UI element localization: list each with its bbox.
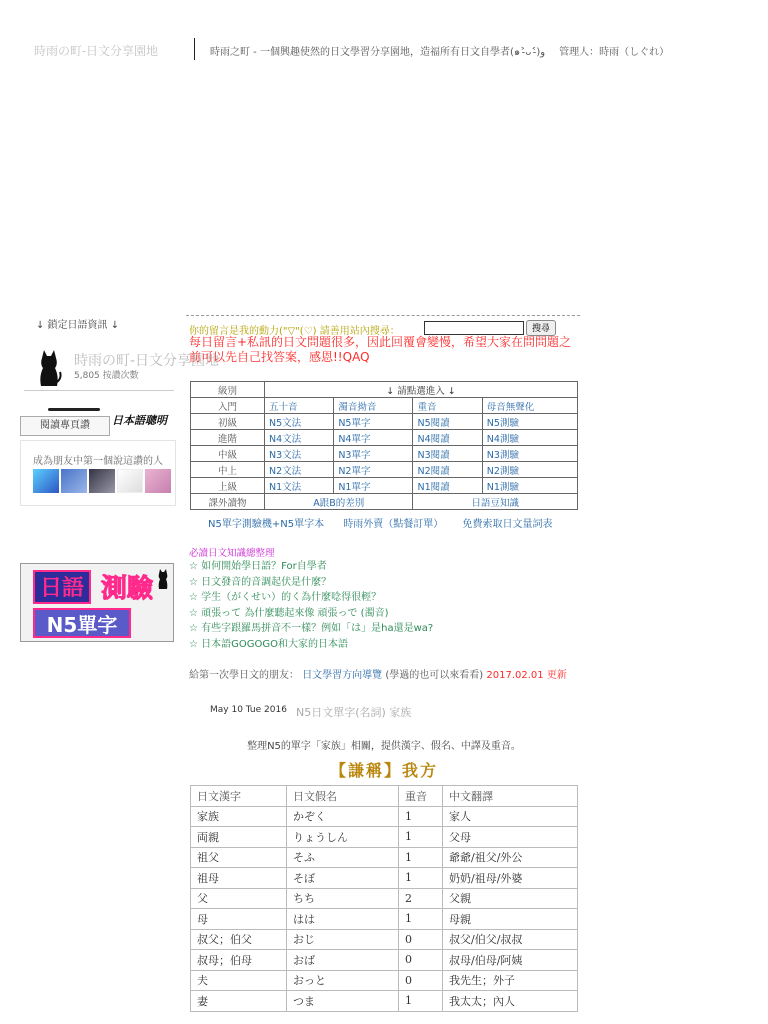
update-label: 更新: [546, 670, 567, 681]
admin-label: 管理人：時雨（しぐれ）: [559, 47, 670, 58]
fb-friend-thumbnails: [33, 469, 171, 493]
vocabulary-table: [190, 785, 578, 1012]
site-title[interactable]: 時雨の町-日文分享園地: [34, 44, 159, 58]
faq-link[interactable]: ☆ 日文發音的音調起伏是什麼？: [189, 576, 332, 588]
accent-cell: 2: [399, 888, 443, 909]
nav-link[interactable]: N3文法: [265, 446, 334, 462]
nav-link[interactable]: N3測驗: [482, 446, 577, 462]
table-row: [191, 950, 578, 971]
translation-cell: 父母: [443, 827, 578, 848]
kana-cell: そふ: [287, 847, 399, 868]
faq-link[interactable]: ☆ 頑張って 為什麼聽起來像 頑張っで (濁音): [189, 607, 389, 619]
nav-link[interactable]: N1測驗: [482, 478, 577, 494]
kana-cell: そぼ: [287, 868, 399, 889]
table-row: [191, 991, 578, 1012]
first-timer-note: [189, 666, 567, 681]
table-row: [191, 827, 578, 848]
first-note-prefix: 給第一次學日文的朋友：: [189, 670, 299, 681]
post-title[interactable]: N5日文單字(名詞) 家族: [296, 706, 412, 719]
kanji-cell: 祖母: [191, 868, 287, 889]
nav-link[interactable]: N3閱讀: [413, 446, 482, 462]
kanji-cell: 母: [191, 909, 287, 930]
nav-link[interactable]: N5單字: [334, 414, 413, 430]
top-dashed-divider: [186, 315, 580, 316]
kanji-cell: 叔父；伯父: [191, 929, 287, 950]
post-intro: 整理N5的單字「家族」相關，提供漢字、假名、中譯及重音。: [247, 741, 521, 752]
nav-link[interactable]: N1閱讀: [413, 478, 482, 494]
level-label: 進階: [191, 430, 265, 446]
kana-cell: おっと: [287, 970, 399, 991]
kana-cell: かぞく: [287, 806, 399, 827]
cat-logo-icon: [38, 348, 60, 388]
friend-avatar[interactable]: [61, 469, 87, 493]
kanji-cell: 夫: [191, 970, 287, 991]
column-header: 日文假名: [287, 786, 399, 807]
site-description: [210, 43, 669, 60]
order-link[interactable]: 時雨外賣（點餐訂單）: [343, 519, 444, 530]
nav-link[interactable]: N4單字: [334, 430, 413, 446]
friend-avatar[interactable]: [145, 469, 171, 493]
banner-nihongo-text: 日語: [33, 570, 91, 604]
resource-links: [208, 515, 568, 530]
brush-stroke-decoration: [48, 408, 100, 411]
table-row: [191, 868, 578, 889]
search-button[interactable]: 搜尋: [526, 320, 556, 336]
friend-avatar[interactable]: [89, 469, 115, 493]
level-label: 上級: [191, 478, 265, 494]
banner-n5-text: N5單字: [33, 608, 131, 638]
level-label: 中級: [191, 446, 265, 462]
select-header: ↓ 請點選進入 ↓: [265, 382, 578, 398]
friend-avatar[interactable]: [117, 469, 143, 493]
column-header: 中文翻譯: [443, 786, 578, 807]
nav-link[interactable]: N4閱讀: [413, 430, 482, 446]
column-header: 日文漢字: [191, 786, 287, 807]
level-header: 級別: [191, 382, 265, 398]
nav-link[interactable]: 五十音: [265, 398, 334, 414]
nav-link[interactable]: 母音無聲化: [482, 398, 577, 414]
column-header: 重音: [399, 786, 443, 807]
kanji-cell: 叔母；伯母: [191, 950, 287, 971]
kana-cell: つま: [287, 991, 399, 1012]
kana-cell: はは: [287, 909, 399, 930]
kanji-cell: 家族: [191, 806, 287, 827]
counter-table-link[interactable]: 免費索取日文量詞表: [462, 519, 553, 530]
must-read-heading: 必讀日文知識總整理: [189, 548, 275, 559]
post-date: May 10 Tue 2016: [210, 705, 287, 715]
first-note-mid: (學過的也可以來看看): [385, 670, 484, 681]
faq-link[interactable]: ☆ 有些字跟羅馬拼音不一樣？例如「は」是ha還是wa?: [189, 623, 434, 634]
nav-link[interactable]: N2文法: [265, 462, 334, 478]
faq-link[interactable]: ☆ 日本語GOGOGO和大家的日本語: [189, 638, 349, 650]
accent-cell: 1: [399, 847, 443, 868]
kanji-cell: 父: [191, 888, 287, 909]
kana-cell: りょうしん: [287, 827, 399, 848]
fb-friends-text: 成為朋友中第一個說這讚的人: [33, 456, 163, 467]
faq-list: [189, 559, 433, 652]
kanji-cell: 妻: [191, 991, 287, 1012]
translation-cell: 我先生；外子: [443, 970, 578, 991]
motto-text: 你的留言是我的動力("▽"(♡) 請善用站內搜尋：: [189, 326, 400, 337]
update-date: 2017.02.01: [486, 670, 544, 681]
kanji-cell: 祖父: [191, 847, 287, 868]
level-navigation-table: [190, 381, 578, 510]
fb-like-count: 5,805 按讚次數: [74, 371, 139, 381]
accent-cell: 0: [399, 950, 443, 971]
nav-link[interactable]: N5測驗: [482, 414, 577, 430]
site-search-input[interactable]: [424, 321, 524, 335]
translation-cell: 叔母/伯母/阿姨: [443, 950, 578, 971]
n5-quiz-banner[interactable]: [20, 563, 174, 642]
header-divider: [194, 38, 195, 60]
nihongo-logo: 日本語聰明: [112, 414, 167, 427]
like-page-button[interactable]: 閱讀專頁讚: [20, 416, 110, 436]
translation-cell: 我太太；內人: [443, 991, 578, 1012]
translation-cell: 叔父/伯父/叔叔: [443, 929, 578, 950]
nav-link[interactable]: N1文法: [265, 478, 334, 494]
section-heading: 【謙稱】我方: [329, 761, 438, 780]
translation-cell: 母親: [443, 909, 578, 930]
accent-cell: 1: [399, 909, 443, 930]
level-label: 課外讀物: [191, 494, 265, 510]
translation-cell: 父親: [443, 888, 578, 909]
nav-link[interactable]: N5閱讀: [413, 414, 482, 430]
translation-cell: 爺爺/祖父/外公: [443, 847, 578, 868]
nav-link[interactable]: A跟B的差別: [265, 494, 413, 510]
table-row: [191, 806, 578, 827]
accent-cell: 1: [399, 806, 443, 827]
fb-page-name[interactable]: 時雨の町-日文分享園地: [74, 353, 220, 369]
table-row: [191, 970, 578, 991]
table-row: [191, 888, 578, 909]
kana-cell: おじ: [287, 929, 399, 950]
level-label: 入門: [191, 398, 265, 414]
nav-link[interactable]: 重音: [413, 398, 482, 414]
faq-link[interactable]: ☆ 如何開始學日語？For自學者: [189, 561, 327, 572]
table-row: [191, 909, 578, 930]
site-tagline: 時雨之町 - 一個興趣使然的日文學習分享園地，造福所有日文自學者(๑˃̵ᴗ˂̵)و: [210, 47, 546, 58]
accent-cell: 0: [399, 970, 443, 991]
kana-cell: おば: [287, 950, 399, 971]
lock-info-label: ↓ 鎖定日語資訊 ↓: [36, 320, 120, 331]
accent-cell: 0: [399, 929, 443, 950]
banner-quiz-text: 測驗: [101, 574, 154, 604]
profile-divider: [24, 390, 174, 391]
faq-link[interactable]: ☆ 学生（がくせい）的く為什麼唸得很輕？: [189, 592, 382, 603]
nav-link[interactable]: N5文法: [265, 414, 334, 430]
translation-cell: 奶奶/祖母/外婆: [443, 868, 578, 889]
kana-cell: ちち: [287, 888, 399, 909]
kanji-cell: 両親: [191, 827, 287, 848]
accent-cell: 1: [399, 868, 443, 889]
banner-cat-icon: [157, 568, 169, 590]
nav-link[interactable]: N2閱讀: [413, 462, 482, 478]
fb-friends-box: [20, 440, 176, 506]
nav-link[interactable]: N4測驗: [482, 430, 577, 446]
nav-link[interactable]: 日語豆知識: [413, 494, 578, 510]
n5-quiz-link[interactable]: N5單字測驗機+N5單字本: [208, 519, 325, 530]
table-row: [191, 929, 578, 950]
accent-cell: 1: [399, 991, 443, 1012]
nav-link[interactable]: N3單字: [334, 446, 413, 462]
friend-avatar[interactable]: [33, 469, 59, 493]
study-guide-link[interactable]: 日文學習方向導覽: [302, 670, 383, 681]
level-label: 中上: [191, 462, 265, 478]
nav-link[interactable]: 濁音拗音: [334, 398, 413, 414]
level-label: 初級: [191, 414, 265, 430]
notice-text: 每日留言+私訊的日文問題很多，因此回覆會變慢，希望大家在問問題之前可以先自己找答案，感恩!!QAQ: [189, 335, 572, 364]
nav-link[interactable]: N1單字: [334, 478, 413, 494]
translation-cell: 家人: [443, 806, 578, 827]
accent-cell: 1: [399, 827, 443, 848]
nav-link[interactable]: N4文法: [265, 430, 334, 446]
table-row: [191, 847, 578, 868]
nav-link[interactable]: N2測驗: [482, 462, 577, 478]
nav-link[interactable]: N2單字: [334, 462, 413, 478]
fb-page-profile[interactable]: [20, 340, 220, 395]
